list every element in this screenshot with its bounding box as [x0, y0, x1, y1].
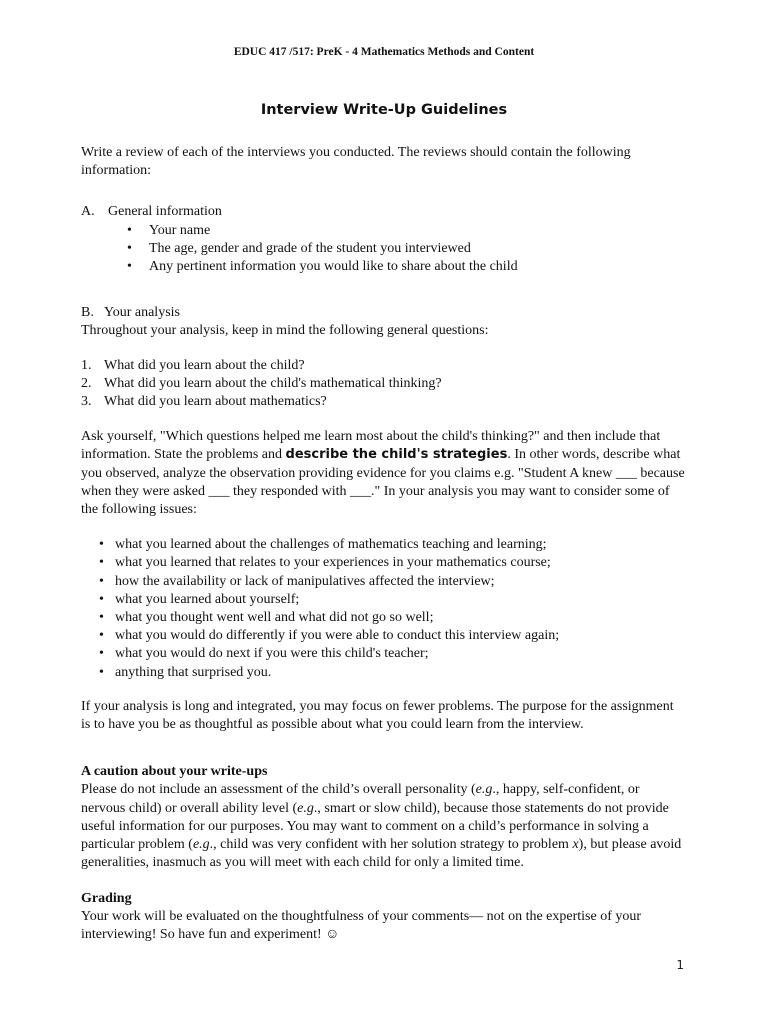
section-b-lead: Throughout your analysis, keep in mind the following general questions:	[81, 323, 489, 339]
list-item: • what you learned about the challenges of mathematics teaching and learning;	[81, 536, 686, 554]
grading-paragraph: Your work will be evaluated on the thoughtfulness of your comments— not on the expertise of your interviewing! So have fun and experiment! ☺	[81, 908, 642, 942]
question-text: What did you learn about the child's mathematical thinking?	[104, 375, 442, 391]
list-item	[81, 375, 686, 393]
document-body	[81, 144, 686, 944]
grading-heading: Grading	[81, 890, 132, 906]
analysis-paragraph	[81, 428, 686, 519]
page-title: Interview Write-Up Guidelines	[260, 102, 508, 118]
list-item: • what you would do next if you were this child's teacher;	[81, 645, 686, 663]
section-a-letter: A.	[81, 204, 95, 220]
caution-heading: A caution about your write-ups	[81, 764, 268, 780]
list-item: • anything that surprised you.	[81, 664, 686, 682]
course-header: EDUC 417 /517: PreK - 4 Mathematics Methods and Content	[233, 46, 535, 58]
list-item	[81, 357, 686, 375]
caution-text: ), but please avoid generalities, inasmuch as you will meet with each child for only a limited time.	[81, 837, 682, 871]
list-item: • The age, gender and grade of the student you interviewed	[81, 240, 686, 258]
closing-paragraph: If your analysis is long and integrated, you may focus on fewer problems. The purpose for the assignment is to have you be as thoughtful as possible about what you could learn from the interview.	[81, 698, 674, 733]
list-item: • what you learned that relates to your experiences in your mathematics course;	[81, 554, 686, 572]
intro-paragraph: Write a review of each of the interviews you conducted. The reviews should contain the following information:	[81, 145, 631, 179]
caution-eg: e.g	[475, 782, 493, 798]
caution-text: Please do not include an assessment of the child’s overall personality (	[81, 782, 476, 798]
question-number: 3.	[81, 394, 92, 410]
caution-variable: x	[572, 837, 579, 853]
section-a-title: General information	[108, 204, 222, 220]
list-item: • how the availability or lack of manipulatives affected the interview;	[81, 573, 686, 591]
analysis-emphasis: describe the child's strategies	[285, 447, 508, 463]
list-item: • what you thought went well and what did not go so well;	[81, 609, 686, 627]
analysis-text-2: . In other words, describe what you observed, analyze the observation providing evidence for you claims e.g. "Student A knew ___ because when they were asked ___ they responded with ___." In your analysis you may want to consider some of the following issues:	[81, 447, 685, 518]
list-item: • what you would do differently if you were able to conduct this interview again;	[81, 627, 686, 645]
page-number: 1	[676, 958, 684, 972]
question-text: What did you learn about mathematics?	[104, 394, 327, 410]
analysis-text-1: Ask yourself, "Which questions helped me learn most about the child's thinking?" and then include that information. State the problems and	[81, 429, 661, 463]
caution-text: ., happy, self-confident, or nervous child) or overall ability level (	[81, 782, 640, 816]
list-item: • Your name	[81, 222, 686, 240]
caution-text: ., smart or slow child), because those statements do not provide useful information for our purposes. You may want to comment on a child’s performance in solving a particular problem (	[81, 800, 669, 853]
question-number: 1.	[81, 357, 92, 373]
list-item	[81, 393, 686, 411]
questions-list	[81, 357, 686, 412]
caution-eg: e.g	[297, 800, 314, 816]
list-item: • what you learned about yourself;	[81, 591, 686, 609]
caution-text: ., child was very confident with her solution strategy to problem	[209, 837, 573, 853]
section-a-heading	[81, 203, 686, 221]
question-text: What did you learn about the child?	[104, 357, 305, 373]
issues-list	[81, 536, 686, 682]
section-b-title: Your analysis	[104, 305, 180, 321]
caution-paragraph	[81, 781, 686, 872]
section-b-heading	[81, 304, 686, 322]
question-number: 2.	[81, 375, 92, 391]
caution-eg: e.g	[192, 837, 210, 853]
list-item: • Any pertinent information you would like to share about the child	[81, 258, 686, 276]
general-info-list	[81, 222, 686, 277]
section-b-letter: B.	[81, 305, 94, 321]
